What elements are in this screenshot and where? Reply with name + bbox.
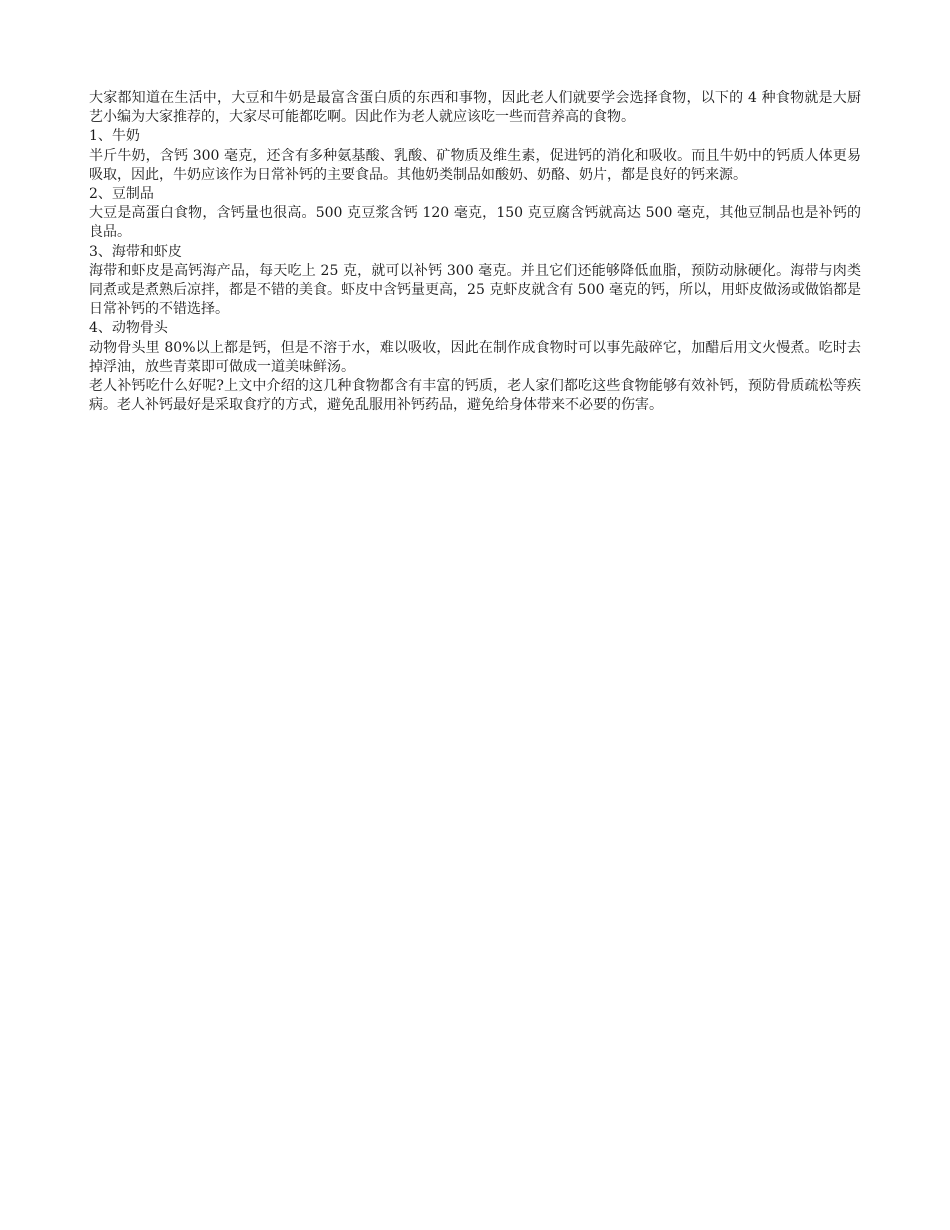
section-body-seaweed-shrimp: 海带和虾皮是高钙海产品，每天吃上 25 克，就可以补钙 300 毫克。并且它们还能够降低血脂，预防动脉硬化。海带与肉类同煮或是煮熟后凉拌，都是不错的美食。虾皮中含钙量更高，25 克虾皮就含有 500 毫克的钙，所以，用虾皮做汤或做馅都是日常补钙的不错选择。 — [89, 262, 861, 318]
section-heading-bones: 4、动物骨头 — [89, 320, 168, 337]
section-heading-milk: 1、牛奶 — [89, 128, 140, 145]
intro-paragraph: 大家都知道在生活中，大豆和牛奶是最富含蛋白质的东西和事物，因此老人们就要学会选择食物，以下的 4 种食物就是大厨艺小编为大家推荐的，大家尽可能都吃啊。因此作为老人就应该吃一些而营养高的食物。 — [89, 90, 861, 126]
section-body-milk: 半斤牛奶，含钙 300 毫克，还含有多种氨基酸、乳酸、矿物质及维生素，促进钙的消化和吸收。而且牛奶中的钙质人体更易吸取，因此，牛奶应该作为日常补钙的主要食品。其他奶类制品如酸奶、奶酪、奶片，都是良好的钙来源。 — [89, 147, 861, 183]
section-heading-soy: 2、豆制品 — [89, 186, 154, 203]
section-body-soy: 大豆是高蛋白食物，含钙量也很高。500 克豆浆含钙 120 毫克，150 克豆腐含钙就高达 500 毫克，其他豆制品也是补钙的良品。 — [89, 205, 861, 241]
document-body — [89, 89, 861, 415]
conclusion-paragraph: 老人补钙吃什么好呢?上文中介绍的这几种食物都含有丰富的钙质，老人家们都吃这些食物能够有效补钙，预防骨质疏松等疾病。老人补钙最好是采取食疗的方式，避免乱服用补钙药品，避免给身体带来不必要的伤害。 — [89, 378, 861, 414]
section-heading-seaweed-shrimp: 3、海带和虾皮 — [89, 243, 182, 260]
section-body-bones: 动物骨头里 80%以上都是钙，但是不溶于水，难以吸收，因此在制作成食物时可以事先敲碎它，加醋后用文火慢煮。吃时去掉浮油，放些青菜即可做成一道美味鲜汤。 — [89, 339, 861, 375]
